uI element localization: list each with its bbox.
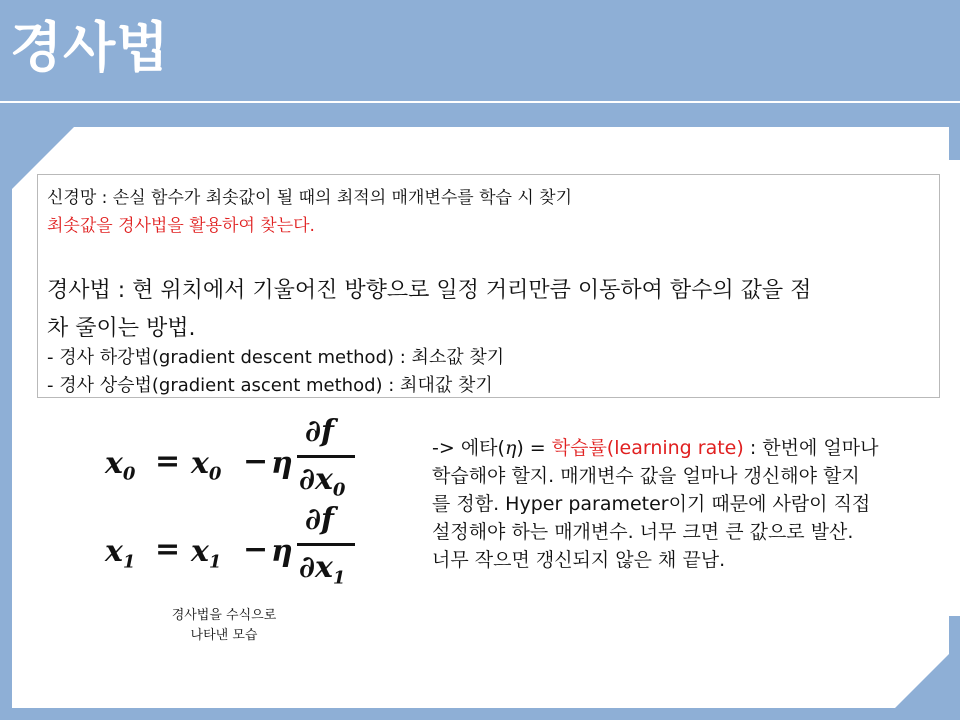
eq2-eta: η	[271, 534, 293, 569]
panel-edge-strip	[948, 160, 960, 616]
eq2-denominator: $\partial x_1$	[299, 550, 346, 589]
gradient-ascent-item: - 경사 상승법(gradient ascent method) : 최대값 찾기	[47, 375, 493, 396]
eq2-numerator: ∂f	[305, 502, 334, 537]
gradient-formula-image	[105, 416, 365, 606]
eq1-minus: −	[243, 444, 269, 479]
summary-textbox	[37, 174, 940, 398]
explanation-line-2: 학습해야 할지. 매개변수 값을 얼마나 갱신해야 할지	[432, 465, 860, 487]
learning-rate-term: 학습률(learning rate)	[551, 437, 744, 459]
eq1-rhs: $x_0$	[191, 446, 222, 485]
eq2-minus: −	[243, 532, 269, 567]
gradient-descent-item: - 경사 하강법(gradient descent method) : 최소값 찾기	[47, 347, 505, 368]
summary-line-highlight: 최솟값을 경사법을 활용하여 찾는다.	[47, 216, 315, 236]
eq2-fraction-bar	[297, 543, 355, 546]
caption-line-2: 나타낸 모습	[190, 628, 258, 643]
gradient-method-definition: 경사법 : 현 위치에서 기울어진 방향으로 일정 거리만큼 이동하여 함수의 값을 점	[47, 278, 812, 303]
eq1-lhs: $x_0$	[105, 446, 136, 485]
eq1-denominator: $\partial x_0$	[299, 462, 346, 501]
eq2-lhs: $x_1$	[105, 534, 136, 573]
explanation-line-3: 를 정함. Hyper parameter이기 때문에 사람이 직접	[432, 493, 871, 515]
caption-line-1: 경사법을 수식으로	[171, 608, 277, 623]
explanation-line-4: 설정해야 하는 매개변수. 너무 크면 큰 값으로 발산.	[432, 521, 854, 543]
title-underline	[0, 101, 960, 103]
gradient-method-definition-cont: 차 줄이는 방법.	[47, 316, 196, 341]
eq1-eta: η	[271, 446, 293, 481]
slide-title: 경사법	[10, 16, 170, 79]
eq1-equals: =	[155, 444, 181, 479]
eq2-equals: =	[155, 532, 181, 567]
formula-caption	[147, 606, 301, 646]
learning-rate-explanation	[432, 434, 942, 574]
summary-line-neural-network: 신경망 : 손실 함수가 최솟값이 될 때의 최적의 매개변수를 학습 시 찾기	[47, 188, 572, 208]
explanation-line-5: 너무 작으면 갱신되지 않은 채 끝남.	[432, 549, 726, 571]
explanation-line-1: -> 에타(η) = 학습률(learning rate) : 한번에 얼마나	[432, 437, 879, 459]
eq1-numerator: ∂f	[305, 414, 334, 449]
eq1-fraction-bar	[297, 455, 355, 458]
eq2-rhs: $x_1$	[191, 534, 222, 573]
